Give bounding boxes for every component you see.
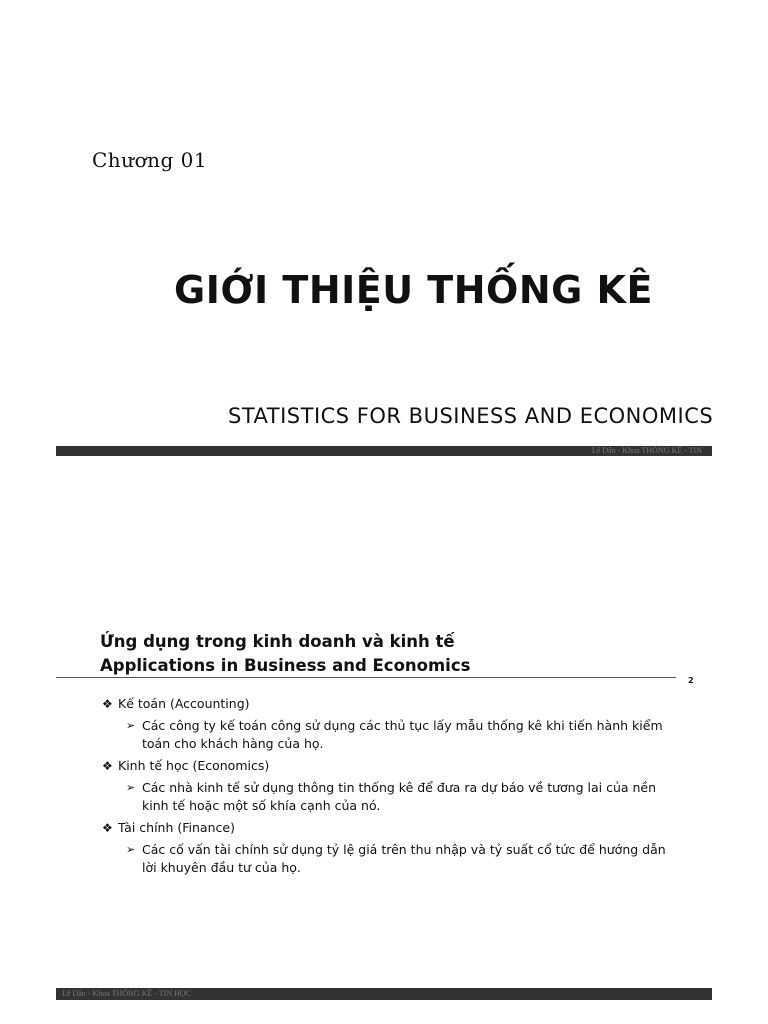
arrow-bullet-icon: ➢ — [126, 781, 136, 794]
list-item — [102, 819, 682, 877]
item-detail: Các nhà kinh tế sử dụng thông tin thống kê để đưa ra dự báo về tương lai của nền kinh tế hoặc một số khía cạnh của nó. — [142, 780, 657, 813]
page-number: 2 — [688, 676, 694, 685]
diamond-bullet-icon: ❖ — [102, 821, 113, 835]
slide-title-vi: Ứng dụng trong kinh doanh và kinh tế — [100, 632, 455, 651]
item-heading: Tài chính (Finance) — [118, 820, 235, 835]
slide-title-en: Applications in Business and Economics — [100, 656, 471, 675]
page-title: GIỚI THIỆU THỐNG KÊ — [174, 268, 653, 312]
footer-author: Lê Dân - Khoa THỐNG KÊ - TIN — [591, 446, 702, 455]
page-subtitle: STATISTICS FOR BUSINESS AND ECONOMICS — [228, 404, 714, 428]
arrow-bullet-icon: ➢ — [126, 843, 136, 856]
item-heading: Kinh tế học (Economics) — [118, 758, 270, 773]
chapter-label: Chương 01 — [92, 148, 208, 172]
item-detail: Các cố vấn tài chính sử dụng tỷ lệ giá trên thu nhập và tỷ suất cổ tức để hướng dẫn lời khuyên đầu tư của họ. — [142, 842, 666, 875]
footer-author: Lê Dân - Khoa THỐNG KÊ - TIN HỌC — [62, 989, 192, 998]
title-divider — [56, 677, 676, 678]
item-detail: Các công ty kế toán công sử dụng các thủ tục lấy mẫu thống kê khi tiến hành kiểm toán cho khách hàng của họ. — [142, 718, 663, 751]
arrow-bullet-icon: ➢ — [126, 719, 136, 732]
diamond-bullet-icon: ❖ — [102, 697, 113, 711]
list-item — [102, 695, 682, 753]
diamond-bullet-icon: ❖ — [102, 759, 113, 773]
item-heading: Kế toán (Accounting) — [118, 696, 250, 711]
slide-2 — [0, 512, 768, 1024]
slide-title — [100, 630, 470, 678]
list-item — [102, 757, 682, 815]
bullet-list — [102, 695, 682, 881]
